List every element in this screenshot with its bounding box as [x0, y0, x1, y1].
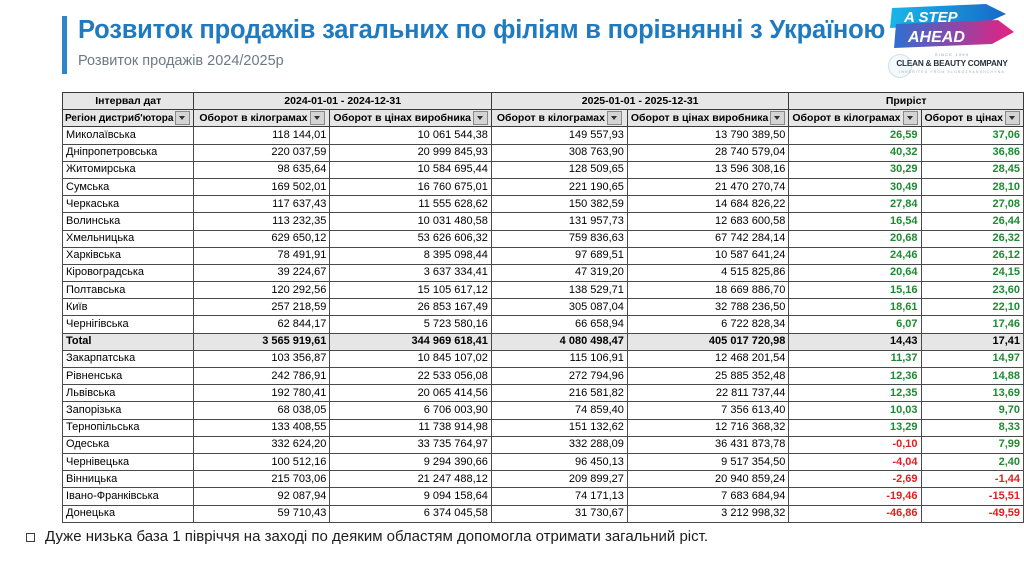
cell-region: Тернопільська — [63, 419, 194, 436]
cell-kg-2025: 151 132,62 — [491, 419, 627, 436]
logo-tagline: INHERITED FROM SLOBOZHANSHCHYNA — [899, 70, 1005, 74]
cell-growth-kg: 20,68 — [789, 230, 921, 247]
filter-dropdown-icon-kg-2025[interactable] — [607, 111, 622, 125]
cell-kg-2025: 138 529,71 — [491, 282, 627, 299]
cell-growth-kg: 40,32 — [789, 144, 921, 161]
cell-value-2025: 18 669 886,70 — [627, 282, 789, 299]
cell-region: Рівненська — [63, 368, 194, 385]
cell-kg-2025: 74 171,13 — [491, 488, 627, 505]
footer-bullet — [26, 527, 1006, 547]
table-row — [63, 196, 1024, 213]
cell-kg-2024: 113 232,35 — [194, 213, 330, 230]
cell-kg-2025: 115 106,91 — [491, 350, 627, 367]
table-row — [63, 316, 1024, 333]
cell-kg-2024: 103 356,87 — [194, 350, 330, 367]
cell-region: Київ — [63, 299, 194, 316]
column-header-value-2024-label: Оборот в цінах виробника — [333, 111, 471, 124]
svg-text:A STEP: A STEP — [904, 9, 958, 26]
cell-region: Житомирська — [63, 161, 194, 178]
sales-table — [62, 92, 1024, 523]
table-row — [63, 264, 1024, 281]
page-subtitle: Розвиток продажів 2024/2025р — [78, 53, 284, 69]
cell-value-2025: 3 212 998,32 — [627, 505, 789, 522]
cell-growth-value: 13,69 — [921, 385, 1023, 402]
cell-kg-2024: 120 292,56 — [194, 282, 330, 299]
table-row — [63, 299, 1024, 316]
cell-region: Миколаївська — [63, 127, 194, 144]
cell-growth-kg: -2,69 — [789, 471, 921, 488]
cell-kg-2025: 131 957,73 — [491, 213, 627, 230]
cell-value-2024: 9 094 158,64 — [330, 488, 492, 505]
cell-kg-2025: 216 581,82 — [491, 385, 627, 402]
cell-region: Львівська — [63, 385, 194, 402]
cell-growth-kg: 12,35 — [789, 385, 921, 402]
cell-value-2024: 26 853 167,49 — [330, 299, 492, 316]
cell-value-2024: 344 969 618,41 — [330, 333, 492, 350]
cell-region: Чернігівська — [63, 316, 194, 333]
cell-value-2024: 10 061 544,38 — [330, 127, 492, 144]
cell-region: Одеська — [63, 436, 194, 453]
cell-growth-kg: 30,49 — [789, 178, 921, 195]
cell-region: Чернівецька — [63, 453, 194, 470]
cell-value-2025: 6 722 828,34 — [627, 316, 789, 333]
column-header-kg-2025-label: Оборот в кілограмах — [496, 111, 605, 124]
cell-value-2024: 3 637 334,41 — [330, 264, 492, 281]
cell-value-2025: 7 683 684,94 — [627, 488, 789, 505]
cell-growth-value: 27,08 — [921, 196, 1023, 213]
cell-value-2025: 67 742 284,14 — [627, 230, 789, 247]
cell-kg-2024: 220 037,59 — [194, 144, 330, 161]
cell-value-2025: 9 517 354,50 — [627, 453, 789, 470]
group-header-2025: 2025-01-01 - 2025-12-31 — [491, 93, 788, 110]
footer-bullet-text: Дуже низька база 1 півріччя на заході по деяким областям допомогла отримати загальний ріст. — [45, 528, 708, 545]
cell-kg-2025: 96 450,13 — [491, 453, 627, 470]
cell-region: Харківська — [63, 247, 194, 264]
column-header-region-label: Регіон дистриб'ютора — [65, 112, 174, 124]
svg-text:AHEAD: AHEAD — [908, 29, 965, 46]
group-header-2024: 2024-01-01 - 2024-12-31 — [194, 93, 491, 110]
cell-growth-value: 22,10 — [921, 299, 1023, 316]
column-header-kg-2025[interactable] — [491, 110, 627, 127]
column-header-value-2024[interactable] — [330, 110, 492, 127]
table-row — [63, 471, 1024, 488]
cell-growth-value: 37,06 — [921, 127, 1023, 144]
cell-growth-kg: 30,29 — [789, 161, 921, 178]
cell-growth-kg: 24,46 — [789, 247, 921, 264]
title-accent-bar — [62, 16, 67, 74]
cell-growth-value: 2,40 — [921, 453, 1023, 470]
column-header-kg-2024[interactable] — [194, 110, 330, 127]
cell-growth-kg: 14,43 — [789, 333, 921, 350]
cell-kg-2024: 92 087,94 — [194, 488, 330, 505]
table-row — [63, 385, 1024, 402]
column-header-growth-kg[interactable] — [789, 110, 921, 127]
table-row — [63, 230, 1024, 247]
cell-growth-value: 26,12 — [921, 247, 1023, 264]
cell-growth-kg: -19,46 — [789, 488, 921, 505]
cell-region: Кіровоградська — [63, 264, 194, 281]
cell-growth-kg: 10,03 — [789, 402, 921, 419]
logo-company-name: CLEAN & BEAUTY COMPANY — [896, 59, 1008, 68]
filter-dropdown-icon-growth-value[interactable] — [1005, 111, 1020, 125]
column-header-region[interactable] — [63, 110, 194, 127]
table-row — [63, 505, 1024, 522]
cell-growth-value: 7,99 — [921, 436, 1023, 453]
cell-kg-2025: 759 836,63 — [491, 230, 627, 247]
cell-growth-value: 17,41 — [921, 333, 1023, 350]
column-header-value-2025[interactable] — [627, 110, 789, 127]
cell-growth-kg: 11,37 — [789, 350, 921, 367]
table-head — [63, 93, 1024, 127]
cell-growth-value: -49,59 — [921, 505, 1023, 522]
cell-kg-2025: 97 689,51 — [491, 247, 627, 264]
cell-value-2024: 9 294 390,66 — [330, 453, 492, 470]
cell-kg-2025: 74 859,40 — [491, 402, 627, 419]
cell-kg-2025: 149 557,93 — [491, 127, 627, 144]
cell-value-2025: 12 683 600,58 — [627, 213, 789, 230]
cell-growth-value: 14,97 — [921, 350, 1023, 367]
cell-growth-value: 28,10 — [921, 178, 1023, 195]
cell-value-2025: 22 811 737,44 — [627, 385, 789, 402]
cell-value-2025: 4 515 825,86 — [627, 264, 789, 281]
cell-growth-value: -1,44 — [921, 471, 1023, 488]
cell-kg-2024: 98 635,64 — [194, 161, 330, 178]
cell-value-2024: 53 626 606,32 — [330, 230, 492, 247]
sales-table-container — [62, 92, 1024, 523]
cell-growth-kg: 26,59 — [789, 127, 921, 144]
cell-growth-kg: 13,29 — [789, 419, 921, 436]
table-row-total — [63, 333, 1024, 350]
cell-kg-2025: 31 730,67 — [491, 505, 627, 522]
cell-kg-2025: 128 509,65 — [491, 161, 627, 178]
cell-value-2025: 12 716 368,32 — [627, 419, 789, 436]
table-row — [63, 161, 1024, 178]
cell-kg-2024: 62 844,17 — [194, 316, 330, 333]
cell-kg-2024: 3 565 919,61 — [194, 333, 330, 350]
cell-value-2024: 22 533 056,08 — [330, 368, 492, 385]
table-row — [63, 213, 1024, 230]
column-header-growth-value-label: Оборот в цінах — [924, 111, 1003, 124]
table-row — [63, 402, 1024, 419]
logo-arrows-icon — [886, 2, 1018, 52]
cell-value-2024: 20 065 414,56 — [330, 385, 492, 402]
cell-growth-value: 26,44 — [921, 213, 1023, 230]
cell-value-2025: 32 788 236,50 — [627, 299, 789, 316]
table-row — [63, 350, 1024, 367]
cell-value-2025: 7 356 613,40 — [627, 402, 789, 419]
cell-growth-kg: -0,10 — [789, 436, 921, 453]
cell-growth-value: 14,88 — [921, 368, 1023, 385]
cell-value-2024: 33 735 764,97 — [330, 436, 492, 453]
table-row — [63, 127, 1024, 144]
cell-value-2024: 16 760 675,01 — [330, 178, 492, 195]
cell-value-2024: 10 845 107,02 — [330, 350, 492, 367]
cell-growth-kg: -46,86 — [789, 505, 921, 522]
cell-kg-2024: 59 710,43 — [194, 505, 330, 522]
group-header-dates: Інтервал дат — [63, 93, 194, 110]
cell-value-2024: 11 555 628,62 — [330, 196, 492, 213]
cell-kg-2025: 47 319,20 — [491, 264, 627, 281]
cell-value-2025: 14 684 826,22 — [627, 196, 789, 213]
cell-kg-2024: 242 786,91 — [194, 368, 330, 385]
cell-value-2024: 5 723 580,16 — [330, 316, 492, 333]
cell-kg-2025: 66 658,94 — [491, 316, 627, 333]
logo-badge — [886, 2, 1018, 52]
filter-dropdown-icon-kg-2024[interactable] — [310, 111, 325, 125]
cell-region: Черкаська — [63, 196, 194, 213]
cell-value-2025: 28 740 579,04 — [627, 144, 789, 161]
cell-kg-2025: 305 087,04 — [491, 299, 627, 316]
table-row — [63, 419, 1024, 436]
cell-value-2024: 11 738 914,98 — [330, 419, 492, 436]
cell-value-2025: 12 468 201,54 — [627, 350, 789, 367]
cell-region: Закарпатська — [63, 350, 194, 367]
cell-kg-2025: 221 190,65 — [491, 178, 627, 195]
table-row — [63, 282, 1024, 299]
cell-kg-2025: 332 288,09 — [491, 436, 627, 453]
cell-value-2025: 10 587 641,24 — [627, 247, 789, 264]
cell-growth-kg: 27,84 — [789, 196, 921, 213]
table-body — [63, 127, 1024, 522]
cell-growth-value: 23,60 — [921, 282, 1023, 299]
cell-kg-2025: 150 382,59 — [491, 196, 627, 213]
cell-value-2024: 10 584 695,44 — [330, 161, 492, 178]
cell-kg-2024: 169 502,01 — [194, 178, 330, 195]
cell-value-2024: 15 105 617,12 — [330, 282, 492, 299]
cell-value-2024: 21 247 488,12 — [330, 471, 492, 488]
cell-value-2025: 13 596 308,16 — [627, 161, 789, 178]
cell-growth-kg: 12,36 — [789, 368, 921, 385]
cell-region: Вінницька — [63, 471, 194, 488]
cell-region: Донецька — [63, 505, 194, 522]
cell-value-2024: 6 706 003,90 — [330, 402, 492, 419]
cell-growth-value: 9,70 — [921, 402, 1023, 419]
filter-dropdown-icon-region[interactable] — [175, 111, 190, 125]
filter-dropdown-icon-value-2024[interactable] — [473, 111, 488, 125]
cell-kg-2024: 629 650,12 — [194, 230, 330, 247]
cell-kg-2024: 39 224,67 — [194, 264, 330, 281]
cell-growth-kg: 18,61 — [789, 299, 921, 316]
cell-kg-2025: 4 080 498,47 — [491, 333, 627, 350]
table-row — [63, 368, 1024, 385]
cell-region: Total — [63, 333, 194, 350]
cell-region: Запорізька — [63, 402, 194, 419]
cell-kg-2024: 100 512,16 — [194, 453, 330, 470]
table-row — [63, 453, 1024, 470]
cell-value-2024: 10 031 480,58 — [330, 213, 492, 230]
cell-growth-value: -15,51 — [921, 488, 1023, 505]
cell-value-2025: 36 431 873,78 — [627, 436, 789, 453]
slide-header — [62, 8, 942, 80]
cell-growth-value: 17,46 — [921, 316, 1023, 333]
cell-region: Івано-Франківська — [63, 488, 194, 505]
group-header-growth: Приріст — [789, 93, 1024, 110]
cell-kg-2024: 133 408,55 — [194, 419, 330, 436]
cell-kg-2025: 209 899,27 — [491, 471, 627, 488]
cell-value-2025: 405 017 720,98 — [627, 333, 789, 350]
cell-growth-kg: 6,07 — [789, 316, 921, 333]
table-row — [63, 436, 1024, 453]
table-row — [63, 178, 1024, 195]
cell-value-2025: 25 885 352,48 — [627, 368, 789, 385]
cell-growth-kg: 20,64 — [789, 264, 921, 281]
filter-dropdown-icon-growth-kg[interactable] — [903, 111, 918, 125]
cell-growth-value: 26,32 — [921, 230, 1023, 247]
cell-growth-kg: 15,16 — [789, 282, 921, 299]
cell-growth-value: 36,86 — [921, 144, 1023, 161]
logo-since: SINCE 1999 — [934, 52, 970, 57]
group-header-row — [63, 93, 1024, 110]
column-header-value-2025-label: Оборот в цінах виробника — [630, 111, 769, 124]
cell-kg-2025: 272 794,96 — [491, 368, 627, 385]
table-row — [63, 247, 1024, 264]
cell-kg-2024: 215 703,06 — [194, 471, 330, 488]
cell-kg-2024: 257 218,59 — [194, 299, 330, 316]
cell-value-2025: 20 940 859,24 — [627, 471, 789, 488]
cell-region: Сумська — [63, 178, 194, 195]
cell-region: Полтавська — [63, 282, 194, 299]
cell-value-2024: 6 374 045,58 — [330, 505, 492, 522]
column-header-kg-2024-label: Оборот в кілограмах — [199, 111, 308, 124]
column-header-growth-value[interactable] — [921, 110, 1023, 127]
cell-growth-value: 24,15 — [921, 264, 1023, 281]
cell-region: Волинська — [63, 213, 194, 230]
company-logo — [886, 2, 1018, 78]
cell-value-2025: 13 790 389,50 — [627, 127, 789, 144]
column-header-growth-kg-label: Оборот в кілограмах — [792, 111, 901, 124]
cell-growth-kg: -4,04 — [789, 453, 921, 470]
cell-growth-kg: 16,54 — [789, 213, 921, 230]
cell-region: Дніпропетровська — [63, 144, 194, 161]
cell-value-2025: 21 470 270,74 — [627, 178, 789, 195]
cell-kg-2024: 332 624,20 — [194, 436, 330, 453]
cell-value-2024: 20 999 845,93 — [330, 144, 492, 161]
bullet-square-icon — [26, 533, 35, 542]
logo-caption — [886, 52, 1018, 75]
cell-growth-value: 8,33 — [921, 419, 1023, 436]
cell-growth-value: 28,45 — [921, 161, 1023, 178]
cell-kg-2024: 68 038,05 — [194, 402, 330, 419]
table-row — [63, 488, 1024, 505]
cell-region: Хмельницька — [63, 230, 194, 247]
column-header-row — [63, 110, 1024, 127]
cell-kg-2024: 117 637,43 — [194, 196, 330, 213]
filter-dropdown-icon-value-2025[interactable] — [770, 111, 785, 125]
page-title: Розвиток продажів загальних по філіям в порівнянні з Україною — [78, 16, 886, 44]
cell-kg-2025: 308 763,90 — [491, 144, 627, 161]
cell-kg-2024: 192 780,41 — [194, 385, 330, 402]
cell-value-2024: 8 395 098,44 — [330, 247, 492, 264]
cell-kg-2024: 78 491,91 — [194, 247, 330, 264]
cell-kg-2024: 118 144,01 — [194, 127, 330, 144]
table-row — [63, 144, 1024, 161]
